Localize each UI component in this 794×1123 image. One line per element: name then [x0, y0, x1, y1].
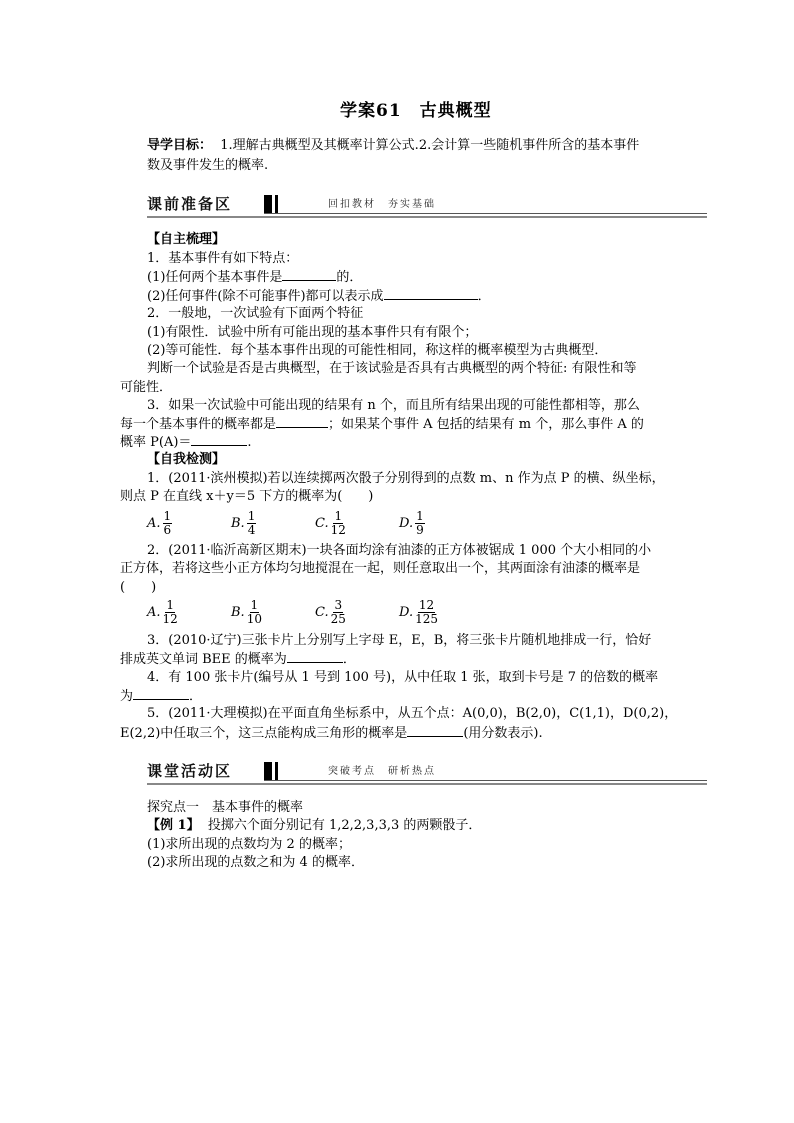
numerator: 1 [416, 509, 424, 523]
zz-item-2b: (2)等可能性．每个基本事件出现的可能性相同，称这样的概率模型为古典概型． [147, 343, 608, 358]
zz1b-post: ． [477, 289, 491, 304]
fraction [415, 599, 438, 626]
q4-2-pre: 为 [120, 689, 134, 704]
banner-rule-bold [147, 783, 707, 785]
banner-bar [264, 195, 272, 213]
zz-item-2c-2: 可能性． [120, 380, 173, 395]
banner-bar-thin [275, 195, 278, 213]
q2-line-2: 正方体，若将这些小正方体均匀地搅混在一起，则任意取出一个，其两面涂有油漆的概率是 [120, 561, 641, 576]
section-self-check: 【自我检测】 [147, 452, 226, 467]
zz3-3-post: . [247, 435, 252, 450]
fill-blank[interactable] [384, 285, 478, 300]
q1-line-1: 1．(2011·滨州模拟)若以连续掷两次骰子分别得到的点数 m、n 作为点 P 的横、纵坐标， [147, 471, 665, 486]
denominator: 4 [247, 523, 256, 537]
denominator: 25 [330, 612, 346, 626]
q2-option-b[interactable] [231, 599, 262, 626]
numerator: 1 [250, 598, 259, 612]
zz-item-2c-1: 判断一个试验是否是古典概型，在于该试验是否具有古典概型的两个特征: 有限性和等 [147, 361, 637, 376]
q2-option-d[interactable] [399, 599, 438, 626]
banner-rule-bold [147, 216, 707, 218]
zz-item-2: 2．一般地，一次试验有下面两个特征 [147, 306, 364, 321]
fraction [331, 510, 346, 537]
fill-blank[interactable] [133, 685, 189, 700]
zz3-3-pre: 概率 P(A)＝ [120, 435, 192, 450]
numerator: 1 [166, 598, 174, 612]
section-self-study: 【自主梳理】 [147, 232, 226, 247]
q2-line-1: 2．(2011·临沂高新区期末)一块各面均涂有油漆的正方体被锯成 1 000 个大小相同的小 [147, 543, 652, 558]
zz1a-post: 的． [336, 270, 363, 285]
q5-2-pre: E(2,2)中任取三个，这三点能构成三角形的概率是 [120, 726, 408, 741]
q4-line-1: 4．有 100 张卡片(编号从 1 号到 100 号)，从中任取 1 张，取到卡号是 7 的倍数的概率 [147, 670, 659, 685]
q5-line-2 [120, 722, 543, 745]
zz-item-1: 1．基本事件有如下特点： [147, 251, 299, 266]
fill-blank[interactable] [282, 266, 336, 281]
q5-line-1: 5．(2011·大理模拟)在平面直角坐标系中，从五个点：A(0,0)，B(2,0)，C(1,1)，D(0,2)， [147, 706, 678, 721]
fraction [415, 510, 425, 537]
option-label: D. [399, 516, 414, 531]
q3-2-post: ． [342, 652, 356, 667]
zz1a-pre: (1)任何两个基本事件是 [147, 270, 283, 285]
q5-2-post: (用分数表示). [463, 726, 543, 741]
fill-blank[interactable] [276, 413, 328, 428]
denominator: 10 [246, 612, 262, 626]
option-label: C. [315, 605, 329, 620]
banner-class [147, 758, 707, 784]
q3-2-pre: 排成英文单词 BEE 的概率为 [120, 652, 287, 667]
option-label: A. [147, 516, 161, 531]
numerator: 1 [163, 509, 172, 523]
fraction [163, 510, 173, 537]
option-label: D. [399, 605, 414, 620]
fill-blank[interactable] [191, 431, 247, 446]
goal-text-1: 1.理解古典概型及其概率计算公式.2.会计算一些随机事件所含的基本事件 [220, 138, 640, 153]
q1-option-c[interactable] [315, 510, 346, 537]
banner-rule [264, 213, 707, 214]
denominator: 12 [330, 523, 346, 537]
q1-line-2: 则点 P 在直线 x＋y＝5 下方的概率为( ) [120, 489, 374, 504]
example-text: 投掷六个面分别记有 1,2,2,3,3,3 的两颗骰子． [207, 818, 482, 833]
q1-option-d[interactable] [399, 510, 425, 537]
fraction [163, 599, 178, 626]
q2-option-c[interactable] [315, 599, 346, 626]
banner-prep-title: 课前准备区 [147, 195, 233, 213]
option-label: B. [231, 605, 245, 620]
fraction [331, 599, 346, 626]
numerator: 12 [418, 598, 435, 612]
banner-class-subtitle: 突破考点 研析热点 [328, 766, 436, 777]
zz-item-2a: (1)有限性．试验中所有可能出现的基本事件只有有限个； [147, 325, 478, 340]
option-label: B. [231, 516, 245, 531]
example-1-part-2: (2)求所出现的点数之和为 4 的概率． [147, 855, 364, 870]
q1-option-b[interactable] [231, 510, 256, 537]
banner-bar [264, 762, 272, 780]
banner-rule [264, 780, 707, 781]
fill-blank[interactable] [287, 648, 343, 663]
zz3-2-pre: 每一个基本事件的概率都是 [120, 417, 277, 432]
fraction [247, 510, 257, 537]
q2-line-3: ( ) [120, 580, 157, 595]
q3-line-1: 3．(2010·辽宁)三张卡片上分别写上字母 E，E，B，将三张卡片随机地排成一行，恰好 [147, 633, 652, 648]
denominator: 125 [415, 612, 438, 626]
numerator: 1 [334, 509, 343, 523]
q2-option-a[interactable] [147, 599, 178, 626]
numerator: 1 [247, 509, 256, 523]
denominator: 12 [162, 612, 178, 626]
q4-2-post: ． [189, 689, 203, 704]
zz-item-3-line1: 3．如果一次试验中可能出现的结果有 n 个，而且所有结果出现的可能性都相等，那么 [147, 398, 640, 413]
banner-bar-thin [275, 762, 278, 780]
fraction [247, 599, 262, 626]
option-label: A. [147, 605, 161, 620]
explore-point-1: 探究点一 基本事件的概率 [147, 800, 304, 815]
option-label: C. [315, 516, 329, 531]
fill-blank[interactable] [407, 722, 463, 737]
banner-prep-subtitle: 回扣教材 夯实基础 [328, 199, 436, 210]
denominator: 9 [416, 523, 424, 537]
goal-line-1 [147, 135, 639, 157]
banner-class-title: 课堂活动区 [147, 762, 233, 780]
goal-label: 导学目标： [147, 138, 213, 153]
zz3-2-post: ；如果某个事件 A 包括的结果有 m 个，那么事件 A 的 [328, 417, 644, 432]
numerator: 3 [334, 598, 343, 612]
page-title: 学案61 古典概型 [340, 101, 492, 121]
example-label: 【例 1】 [147, 818, 200, 833]
denominator: 6 [163, 523, 172, 537]
goal-line-2: 数及事件发生的概率. [147, 158, 269, 173]
banner-prep [147, 191, 707, 217]
zz1b-pre: (2)任何事件(除不可能事件)都可以表示成 [147, 289, 384, 304]
example-1-part-1: (1)求所出现的点数均为 2 的概率； [147, 837, 351, 852]
q1-option-a[interactable] [147, 510, 172, 537]
